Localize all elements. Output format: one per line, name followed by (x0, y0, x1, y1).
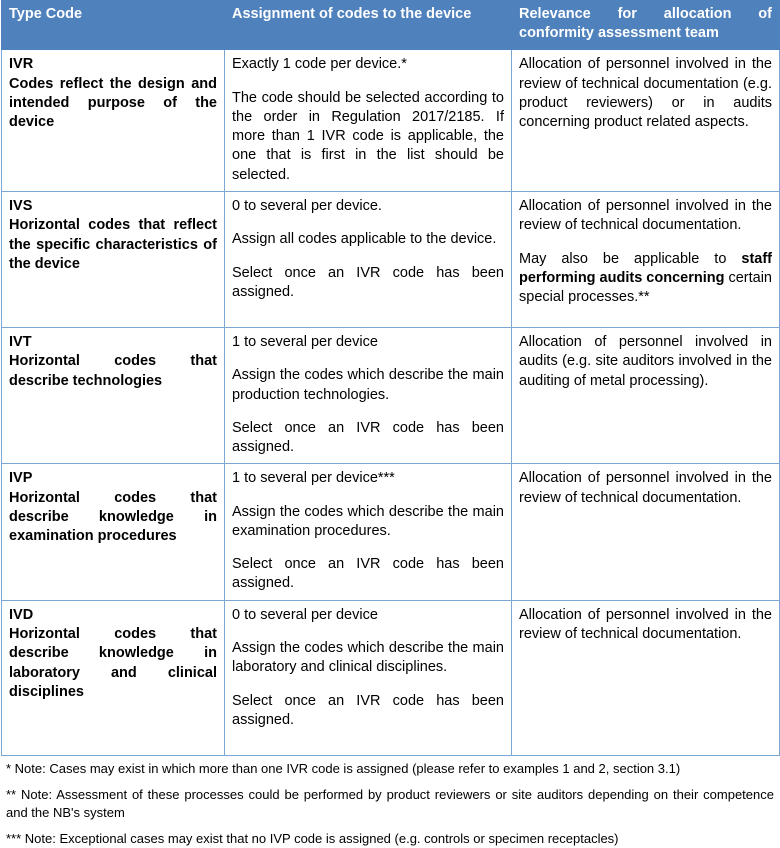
table-row (2, 464, 780, 600)
table-body (2, 50, 780, 756)
assignment-paragraph: The code should be selected according to the order in Regulation 2017/2185. If more than 1 IVR code is applicable, the one that is first in the list should be selected. (232, 89, 504, 183)
assignment-paragraph: 1 to several per device (232, 333, 378, 350)
assignment-paragraph: 1 to several per device*** (232, 470, 395, 487)
footnote-double-asterisk: ** Note: Assessment of these processes could be performed by product reviewers or site auditors depending on their competence and the NB's system (6, 787, 774, 820)
footnote-triple-asterisk: *** Note: Exceptional cases may exist that no IVP code is assigned (e.g. controls or specimen receptacles) (6, 831, 619, 847)
cell-relevance (512, 464, 780, 600)
assignment-paragraph: Select once an IVR code has been assigned. (232, 419, 504, 456)
cell-assignment (225, 50, 512, 192)
cell-assignment (225, 191, 512, 327)
type-code-description: Horizontal codes that describe knowledge in laboratory and clinical disciplines (9, 626, 217, 700)
relevance-paragraph-emphasis (519, 250, 772, 308)
column-header-assignment: Assignment of codes to the device (225, 1, 512, 50)
cell-relevance (512, 600, 780, 755)
relevance-paragraph: Allocation of personnel involved in the review of technical documentation. (519, 606, 772, 643)
assignment-paragraph: Assign the codes which describe the main examination procedures. (232, 503, 504, 539)
type-code-label: IVP (9, 470, 33, 487)
footnotes-section (0, 756, 780, 848)
cell-type-code (2, 191, 225, 327)
relevance-text-pre: May also be applicable to (519, 250, 742, 267)
assignment-paragraph: Select once an IVR code has been assigned. (232, 264, 504, 300)
cell-type-code (2, 50, 225, 192)
table-row (2, 191, 780, 327)
relevance-paragraph: Allocation of personnel involved in the review of technical documentation. (519, 470, 772, 506)
cell-relevance (512, 191, 780, 327)
table-row (2, 600, 780, 755)
type-code-label: IVT (9, 333, 32, 350)
table-header (2, 1, 780, 50)
assignment-paragraph: Exactly 1 code per device.* (232, 56, 407, 73)
assignment-paragraph: 0 to several per device. (232, 197, 382, 214)
table-header-row (2, 1, 780, 50)
type-code-description: Horizontal codes that reflect the specific characteristics of the device (9, 217, 217, 272)
type-code-label: IVS (9, 197, 33, 214)
cell-type-code (2, 600, 225, 755)
footnote-single-asterisk: * Note: Cases may exist in which more than one IVR code is assigned (please refer to examples 1 and 2, section 3.1) (6, 760, 681, 776)
type-code-label: IVD (9, 606, 34, 623)
relevance-paragraph: Allocation of personnel involved in audits (e.g. site auditors involved in the auditing of metal processing). (519, 333, 772, 389)
relevance-paragraph: Allocation of personnel involved in the review of technical documentation. (519, 197, 772, 234)
assignment-paragraph: 0 to several per device (232, 606, 378, 623)
relevance-paragraph: Allocation of personnel involved in the review of technical documentation (e.g. product reviewers) or in audits concerning product related aspects. (519, 56, 772, 131)
cell-assignment (225, 600, 512, 755)
assignment-paragraph: Assign all codes applicable to the device. (232, 231, 497, 248)
cell-type-code (2, 327, 225, 463)
table-row (2, 50, 780, 192)
column-header-relevance: Relevance for allocation of conformity assessment team (512, 1, 780, 50)
assignment-paragraph: Assign the codes which describe the main production technologies. (232, 367, 504, 403)
relevance-text-bold: staff performing audits concerning (519, 250, 772, 286)
assignment-paragraph: Select once an IVR code has been assigned. (232, 692, 504, 728)
cell-relevance (512, 327, 780, 463)
relevance-text-post: certain special processes.** (519, 269, 772, 306)
type-code-table (1, 0, 780, 756)
type-code-label: IVR (9, 56, 34, 73)
column-header-type-code: Type Code (2, 1, 225, 50)
type-code-description: Horizontal codes that describe knowledge in examination procedures (9, 489, 217, 545)
cell-relevance (512, 50, 780, 192)
table-row (2, 327, 780, 463)
type-code-description: Codes reflect the design and intended purpose of the device (9, 75, 217, 131)
cell-assignment (225, 464, 512, 600)
assignment-paragraph: Assign the codes which describe the main laboratory and clinical disciplines. (232, 640, 504, 676)
type-code-description: Horizontal codes that describe technologies (9, 353, 217, 389)
assignment-paragraph: Select once an IVR code has been assigned. (232, 556, 504, 592)
cell-assignment (225, 327, 512, 463)
cell-type-code (2, 464, 225, 600)
